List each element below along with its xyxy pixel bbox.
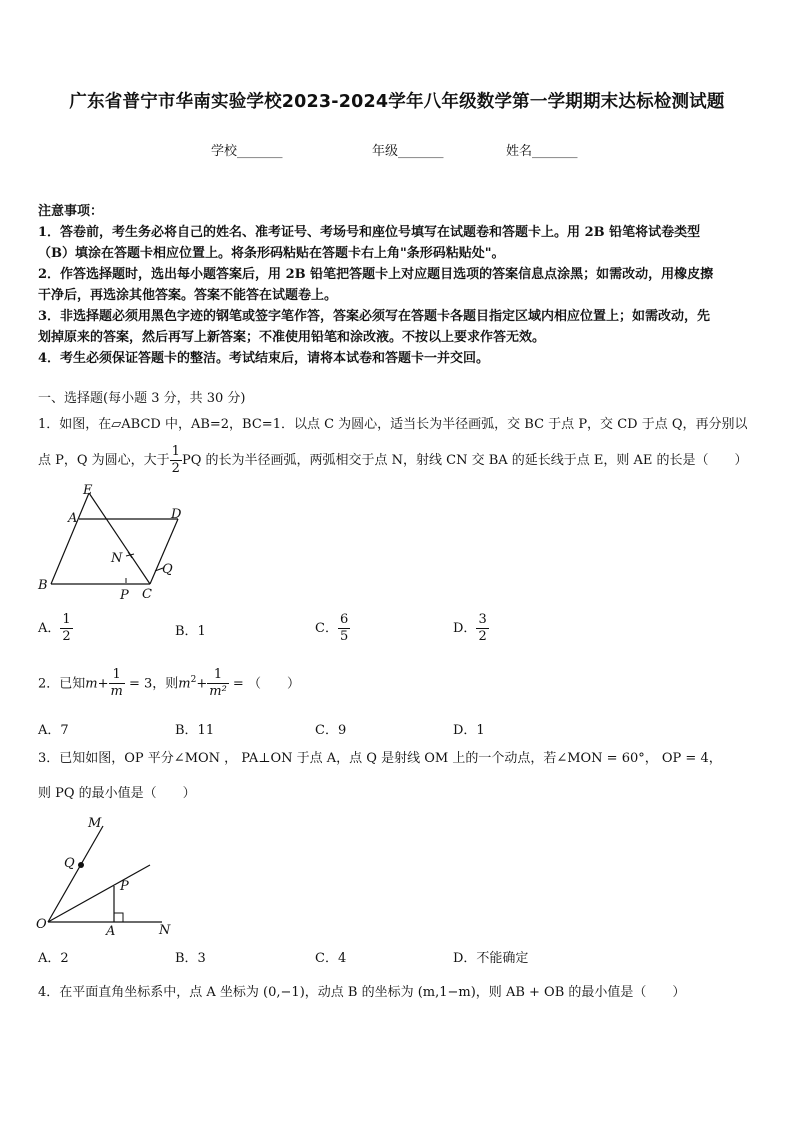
q1-fraction: $\frac{1}{2}$: [171, 444, 180, 476]
label-P: P: [120, 879, 129, 894]
label-A: A: [106, 924, 116, 939]
q1-option-d[interactable]: D． $\frac{3}{2}$: [453, 612, 487, 644]
q2-stem: 2．已知m+ $\frac{1}{m}$ = 3，则$m^2+$ $\frac{1}{\text{m²}}$ = （ ）: [38, 667, 300, 700]
q3-option-d[interactable]: D．不能确定: [453, 951, 529, 966]
label-N: N: [159, 923, 171, 938]
notice-line: （B）填涂在答题卡相应位置上。将条形码粘贴在答题卡右上角"条形码粘贴处"。: [38, 246, 505, 261]
grade-field: 年级_______: [372, 144, 444, 159]
exam-title: 广东省普宁市华南实验学校2023-2024学年八年级数学第一学期期末达标检测试题: [69, 92, 725, 112]
q2-option-b[interactable]: B．11: [175, 723, 215, 738]
label-E: E: [83, 483, 93, 498]
notice-line: 划掉原来的答案，然后再写上新答案；不准使用铅笔和涂改液。不按以上要求作答无效。: [38, 330, 546, 345]
q1-stem-line2: 点 P，Q 为圆心，大于 $\frac{1}{2}$ PQ 的长为半径画弧，两弧相交于点 N，射线 CN 交 BA 的延长线于点 E，则 AE 的长是（ ）: [38, 444, 748, 476]
label-C: C: [142, 587, 152, 602]
notice-line: 2．作答选择题时，选出每小题答案后，用 2B 铅笔把答题卡上对应题目选项的答案信息点涂黑；如需改动，用橡皮擦: [38, 267, 714, 282]
label-Q: Q: [162, 562, 173, 577]
q3-option-a[interactable]: A．2: [38, 951, 69, 966]
section-heading: 一、选择题(每小题 3 分，共 30 分): [38, 391, 246, 406]
label-A: A: [68, 511, 78, 526]
label-O: O: [36, 917, 47, 932]
q1-option-b[interactable]: B．1: [175, 624, 206, 639]
notice-line: 3．非选择题必须用黑色字迹的钢笔或签字笔作答，答案必须写在答题卡各题目指定区域内相应位置上；如需改动，先: [38, 309, 711, 324]
notice-line: 干净后，再选涂其他答案。答案不能答在试题卷上。: [38, 288, 338, 303]
q1-parallelogram-figure: [30, 478, 200, 606]
q3-angle-figure: [30, 812, 190, 940]
q1-stem-line1: 1．如图，在▱ABCD 中，AB=2，BC=1．以点 C 为圆心，适当长为半径画弧，交 BC 于点 P，交 CD 于点 Q，再分别以: [38, 417, 748, 432]
q3-option-c[interactable]: C．4: [315, 951, 347, 966]
label-D: D: [171, 507, 182, 522]
notice-heading: 注意事项：: [38, 204, 104, 219]
q1-option-c[interactable]: C． $\frac{6}{5}$: [315, 612, 349, 644]
notice-line: 4．考生必须保证答题卡的整洁。考试结束后，请将本试卷和答题卡一并交回。: [38, 351, 490, 366]
label-N: N: [111, 551, 123, 566]
q4-stem: 4．在平面直角坐标系中，点 A 坐标为 (0,−1)，动点 B 的坐标为 (m,1−m)，则 AB + OB 的最小值是（ ）: [38, 985, 686, 1000]
q2-option-d[interactable]: D．1: [453, 723, 485, 738]
q3-stem-line1: 3．已知如图，OP 平分∠MON ， PA⊥ON 于点 A，点 Q 是射线 OM 上的一个动点，若∠MON = 60°， OP = 4，: [38, 751, 722, 766]
label-P: P: [120, 588, 129, 603]
notice-line: 1．答卷前，考生务必将自己的姓名、准考证号、考场号和座位号填写在试题卷和答题卡上。用 2B 铅笔将试卷类型: [38, 225, 701, 240]
label-B: B: [38, 578, 48, 593]
q2-option-c[interactable]: C．9: [315, 723, 347, 738]
q3-stem-line2: 则 PQ 的最小值是（ ）: [38, 786, 196, 801]
q1-option-a[interactable]: A． $\frac{1}{2}$: [38, 612, 71, 644]
school-field: 学校_______: [211, 144, 283, 159]
q2-option-a[interactable]: A．7: [38, 723, 69, 738]
q3-option-b[interactable]: B．3: [175, 951, 206, 966]
name-field: 姓名_______: [506, 144, 578, 159]
label-M: M: [88, 816, 102, 831]
label-Q: Q: [64, 856, 75, 871]
